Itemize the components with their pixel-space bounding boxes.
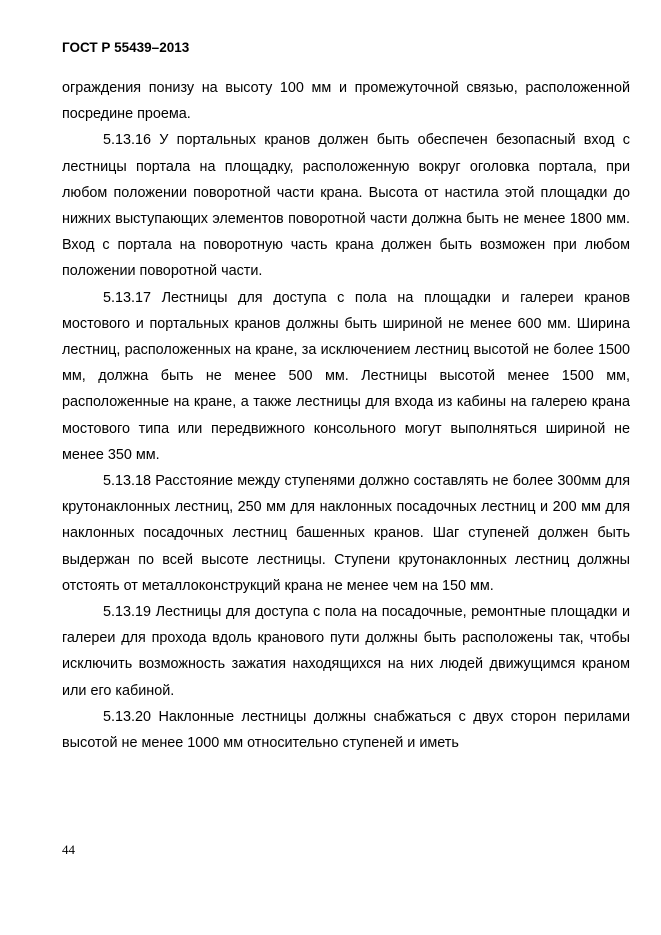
document-header: ГОСТ Р 55439–2013 — [62, 40, 190, 55]
paragraph-5-13-16: 5.13.16 У портальных кранов должен быть обеспечен безопасный вход с лестницы портала на площадку, расположенную вокруг оголовка портала, при любом положении поворотной части крана. Высота от настила этой площадки до нижних выступающих элементов поворотной части должна быть не менее 1800 мм. Вход с портала на поворотную часть крана должен быть возможен при любом положении поворотной части. — [62, 132, 630, 280]
paragraph-5-13-20: 5.13.20 Наклонные лестницы должны снабжаться с двух сторон перилами высотой не менее 1000 мм относительно ступеней и иметь — [62, 708, 630, 752]
paragraph-5-13-18: 5.13.18 Расстояние между ступенями должно составлять не более 300мм для крутонаклонных лестниц, 250 мм для наклонных посадочных лестниц и 200 мм для наклонных посадочных лестниц башенных кранов. Шаг ступеней должен быть выдержан по всей высоте лестницы. Ступени крутонаклонных лестниц должны отстоять от металлоконструкций крана не менее чем на 150 мм. — [62, 473, 630, 594]
document-body — [62, 75, 630, 756]
paragraph-continuation: ограждения понизу на высоту 100 мм и промежуточной связью, расположенной посредине проема. — [62, 80, 630, 123]
page-number: 44 — [62, 842, 75, 857]
paragraph-5-13-19: 5.13.19 Лестницы для доступа с пола на посадочные, ремонтные площадки и галереи для прохода вдоль кранового пути должны быть расположены так, чтобы исключить возможность зажатия находящихся на них людей движущимся краном или его кабиной. — [62, 604, 630, 699]
paragraph-5-13-17: 5.13.17 Лестницы для доступа с пола на площадки и галереи кранов мостового и портальных кранов должны быть шириной не менее 600 мм. Ширина лестниц, расположенных на кране, за исключением лестниц высотой не более 1500 мм, должна быть не менее 500 мм. Лестницы высотой менее 1500 мм, расположенные на кране, а также лестницы для входа из кабины на галерею крана мостового типа или передвижного консольного могут выполняться шириной не менее 350 мм. — [62, 289, 630, 463]
